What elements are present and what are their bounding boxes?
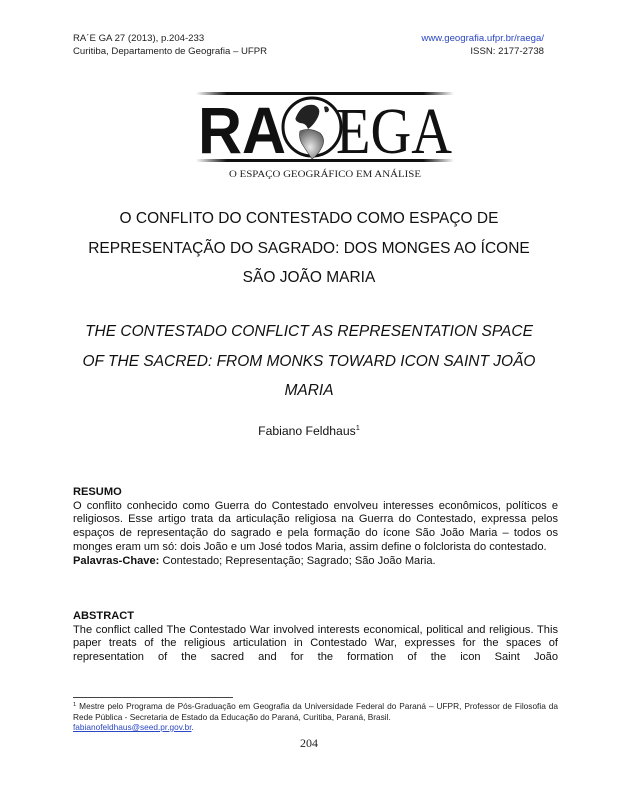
footnote-text: Mestre pelo Programa de Pós-Graduação em Geografia da Universidade Federal do Paraná – UFPR, Professor de Filosofia da Rede Pública - Secretaria de Estado da Educação do Paraná, Curitiba, Paraná, Brasil. <box>73 701 558 722</box>
title-en-line: MARIA <box>284 382 334 399</box>
keywords-line <box>73 555 558 569</box>
logo-wordmark-left: RA <box>198 93 286 167</box>
author-email-link[interactable]: fabianofeldhaus@seed.pr.gov.br <box>73 722 192 732</box>
keywords-label: Palavras-Chave: <box>73 554 160 567</box>
logo-wordmark-right: EGA <box>336 95 453 168</box>
abstract-body: The conflict called The Contestado War involved interests economical, political and religious. This paper treats of the religious articulation in Contestado War, expresses for the spaces of representation of the sacred and for the formation of the icon Saint João <box>73 623 558 664</box>
resumo-section <box>73 486 558 568</box>
author-line <box>60 423 558 439</box>
title-pt-line: REPRESENTAÇÃO DO SAGRADO: DOS MONGES AO ÍCONE <box>88 239 530 257</box>
title-pt-line: O CONFLITO DO CONTESTADO COMO ESPAÇO DE <box>119 210 499 227</box>
journal-logo <box>196 89 454 185</box>
abstract-section <box>73 610 558 665</box>
journal-reference: RA´E GA 27 (2013), p.204-233 <box>73 33 205 44</box>
title-portuguese <box>60 204 558 293</box>
logo-tagline: O ESPAÇO GEOGRÁFICO EM ANÁLISE <box>229 169 399 180</box>
footnote <box>73 701 558 733</box>
title-en-line: OF THE SACRED: FROM MONKS TOWARD ICON SAINT JOÃO <box>82 352 536 370</box>
department: Curitiba, Departamento de Geografia – UFPR <box>73 46 268 57</box>
globe-icon <box>283 98 341 159</box>
page-number: 204 <box>300 736 318 750</box>
journal-website-link[interactable]: www.geografia.ufpr.br/raega/ <box>421 33 544 44</box>
issn: ISSN: 2177-2738 <box>470 46 544 57</box>
footnote-mark: 1 <box>73 702 77 708</box>
abstract-heading: ABSTRACT <box>73 610 135 622</box>
footnote-divider <box>73 697 233 698</box>
author-name: Fabiano Feldhaus <box>258 424 356 438</box>
footnote-trailing-period: . <box>191 722 194 732</box>
title-english <box>60 317 558 406</box>
title-en-line: THE CONTESTADO CONFLICT AS REPRESENTATION SPACE <box>85 323 533 340</box>
resumo-body: O conflito conhecido como Guerra do Contestado envolveu interesses econômicos, políticos e religiosos. Esse artigo trata da articulação religiosa na Guerra do Contestado, expressa pelos espaços de representação do sagrado e pela formação do ícone São João Maria – todos os monges eram um só: dois João e um José todos Maria, assim define o folclorista do contestado. <box>73 499 558 553</box>
author-footnote-mark[interactable]: 1 <box>355 423 360 432</box>
raega-logo-graphic <box>196 89 454 185</box>
running-header-left <box>73 32 267 58</box>
title-pt-line: SÃO JOÃO MARIA <box>242 269 376 286</box>
resumo-heading: RESUMO <box>73 486 122 498</box>
keywords-list: Contestado; Representação; Sagrado; São João Maria. <box>162 554 436 567</box>
running-header-right <box>421 32 544 58</box>
